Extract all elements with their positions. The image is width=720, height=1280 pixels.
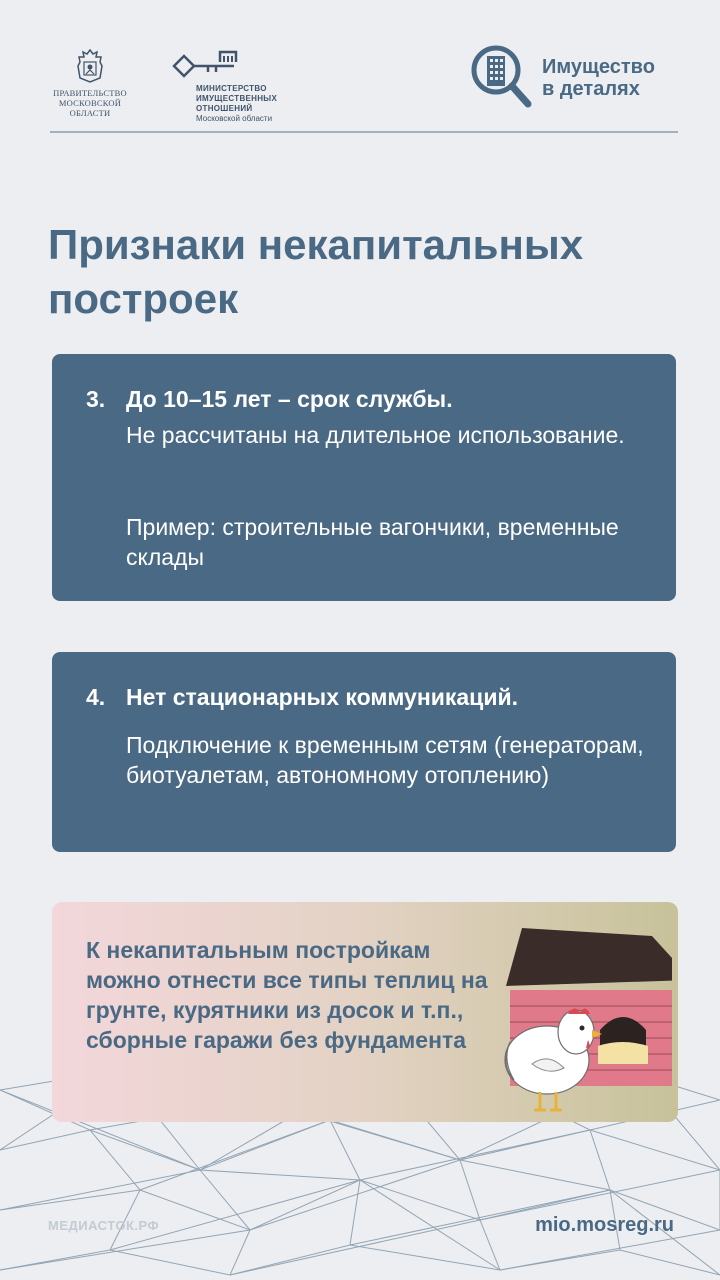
feature-card-4 (52, 652, 676, 852)
government-logo-text: ПРАВИТЕЛЬСТВО МОСКОВСКОЙ ОБЛАСТИ (53, 88, 127, 118)
key-building-icon (172, 48, 242, 84)
card-example: Пример: строительные вагончики, временные склады (126, 514, 619, 570)
government-logo[interactable] (50, 48, 130, 118)
coat-of-arms-icon (75, 48, 105, 84)
header-divider (50, 131, 678, 133)
card-heading: Нет стационарных коммуникаций. (126, 684, 518, 710)
chicken-coop-illustration (452, 920, 672, 1120)
note-box (52, 902, 678, 1122)
footer-link[interactable]: mio.mosreg.ru (535, 1214, 674, 1236)
card-description: Подключение к временным сетям (генераторам, биотуалетам, автономному отоплению) (126, 732, 644, 788)
card-heading: До 10–15 лет – срок службы. (126, 386, 453, 412)
ministry-logo-subtext: Московской области (196, 114, 273, 123)
ministry-logo-text: МИНИСТЕРСТВО ИМУЩЕСТВЕННЫХ ОТНОШЕНИЙ (196, 84, 278, 113)
card-number: 3. (86, 386, 106, 412)
page-title: Признаки некапитальных построек (48, 221, 584, 322)
brand-logo[interactable] (470, 44, 678, 110)
feature-card-3 (52, 354, 676, 601)
brand-logo-text: Имущество в деталях (542, 56, 655, 100)
card-number: 4. (86, 684, 106, 710)
header (50, 40, 678, 132)
footer-source: МЕДИАСТОК.РФ (48, 1218, 160, 1233)
note-text: К некапитальным постройкам можно отнести все типы теплиц на грунте, курятники из досок и т.п., сборные гаражи без фундамента (86, 937, 488, 1053)
card-description: Не рассчитаны на длительное использование. (126, 422, 625, 448)
magnifier-building-icon (470, 44, 534, 110)
